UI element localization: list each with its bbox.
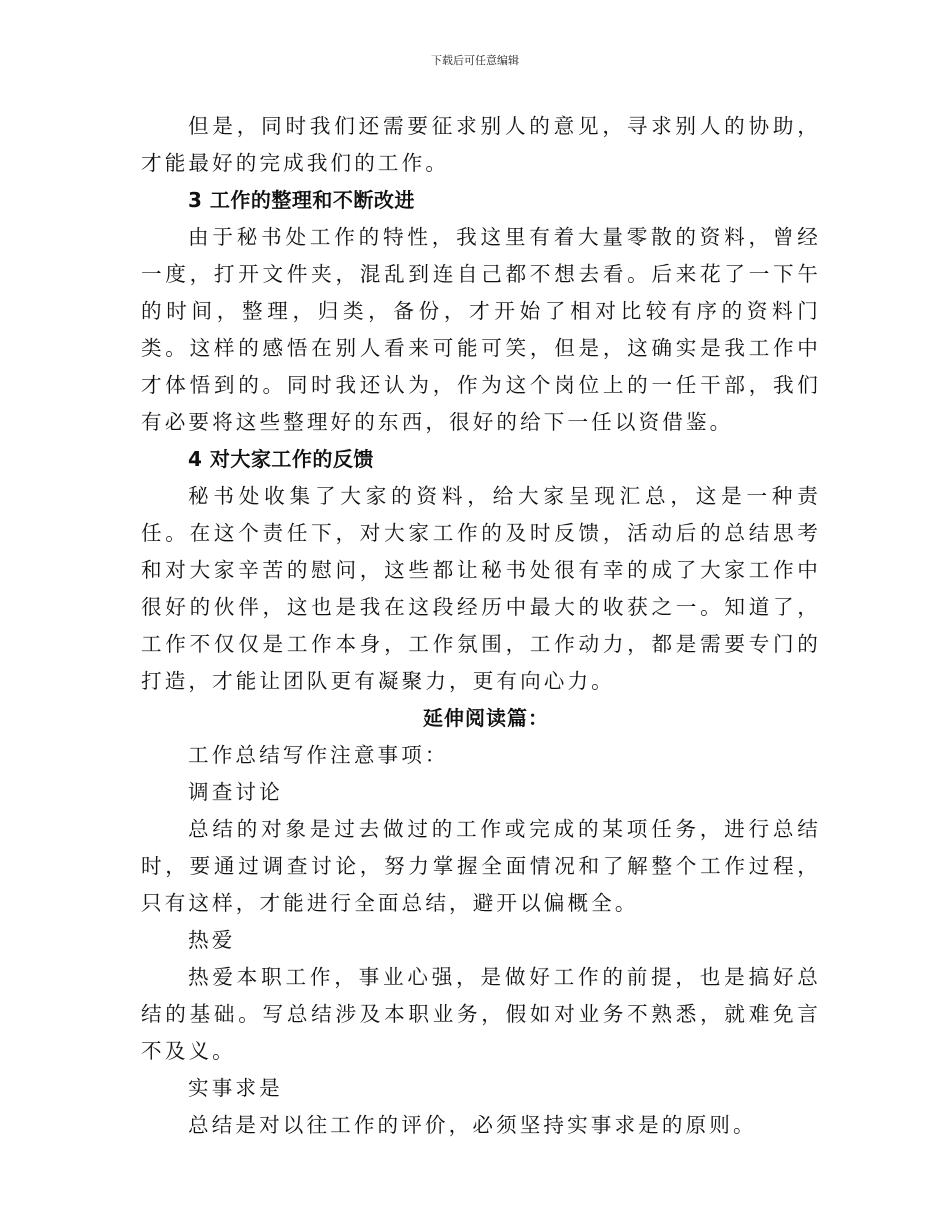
paragraph-feedback: 秘书处收集了大家的资料，给大家呈现汇总，这是一种责任。在这个责任下，对大家工作的及时反馈，活动后的总结思考和对大家辛苦的慰问，这些都让秘书处很有幸的成了大家工作中很好的伙伴，这也是我在这段经历中最大的收获之一。知道了，工作不仅仅是工作本身，工作氛围，工作动力，都是需要专门的打造，才能让团队更有凝聚力，更有向心力。 — [141, 484, 821, 693]
writing-notes-intro: 工作总结写作注意事项： — [188, 743, 449, 767]
paragraph-seek-help: 但是，同时我们还需要征求别人的意见，寻求别人的协助，才能最好的完成我们的工作。 — [141, 114, 821, 175]
document-body — [141, 108, 821, 1144]
paragraph-passion: 热爱本职工作，事业心强，是做好工作的前提，也是搞好总结的基础。写总结涉及本职业务，假如对业务不熟悉，就难免言不及义。 — [141, 965, 821, 1063]
paragraph-investigate: 总结的对象是过去做过的工作或完成的某项任务，进行总结时，要通过调查讨论，努力掌握全面情况和了解整个工作过程，只有这样，才能进行全面总结，避开以偏概全。 — [141, 817, 821, 915]
page-header-note: 下载后可任意编辑 — [431, 54, 519, 67]
subheading-passion: 热爱 — [188, 928, 236, 952]
extended-reading-title: 延伸阅读篇： — [423, 706, 549, 730]
subheading-realistic: 实事求是 — [188, 1076, 283, 1100]
paragraph-organize: 由于秘书处工作的特性，我这里有着大量零散的资料，曾经一度，打开文件夹，混乱到连自己都不想去看。后来花了一下午的时间，整理，归类，备份，才开始了相对比较有序的资料门类。这样的感悟在别人看来可能可笑，但是，这确实是我工作中才体悟到的。同时我还认为，作为这个岗位上的一任干部，我们有必要将这些整理好的东西，很好的给下一任以资借鉴。 — [141, 225, 821, 434]
subheading-investigate: 调查讨论 — [188, 780, 283, 804]
paragraph-realistic: 总结是对以往工作的评价，必须坚持实事求是的原则。 — [188, 1113, 757, 1137]
section-heading-4: 4 对大家工作的反馈 — [188, 447, 374, 471]
section-heading-3: 3 工作的整理和不断改进 — [188, 188, 415, 212]
